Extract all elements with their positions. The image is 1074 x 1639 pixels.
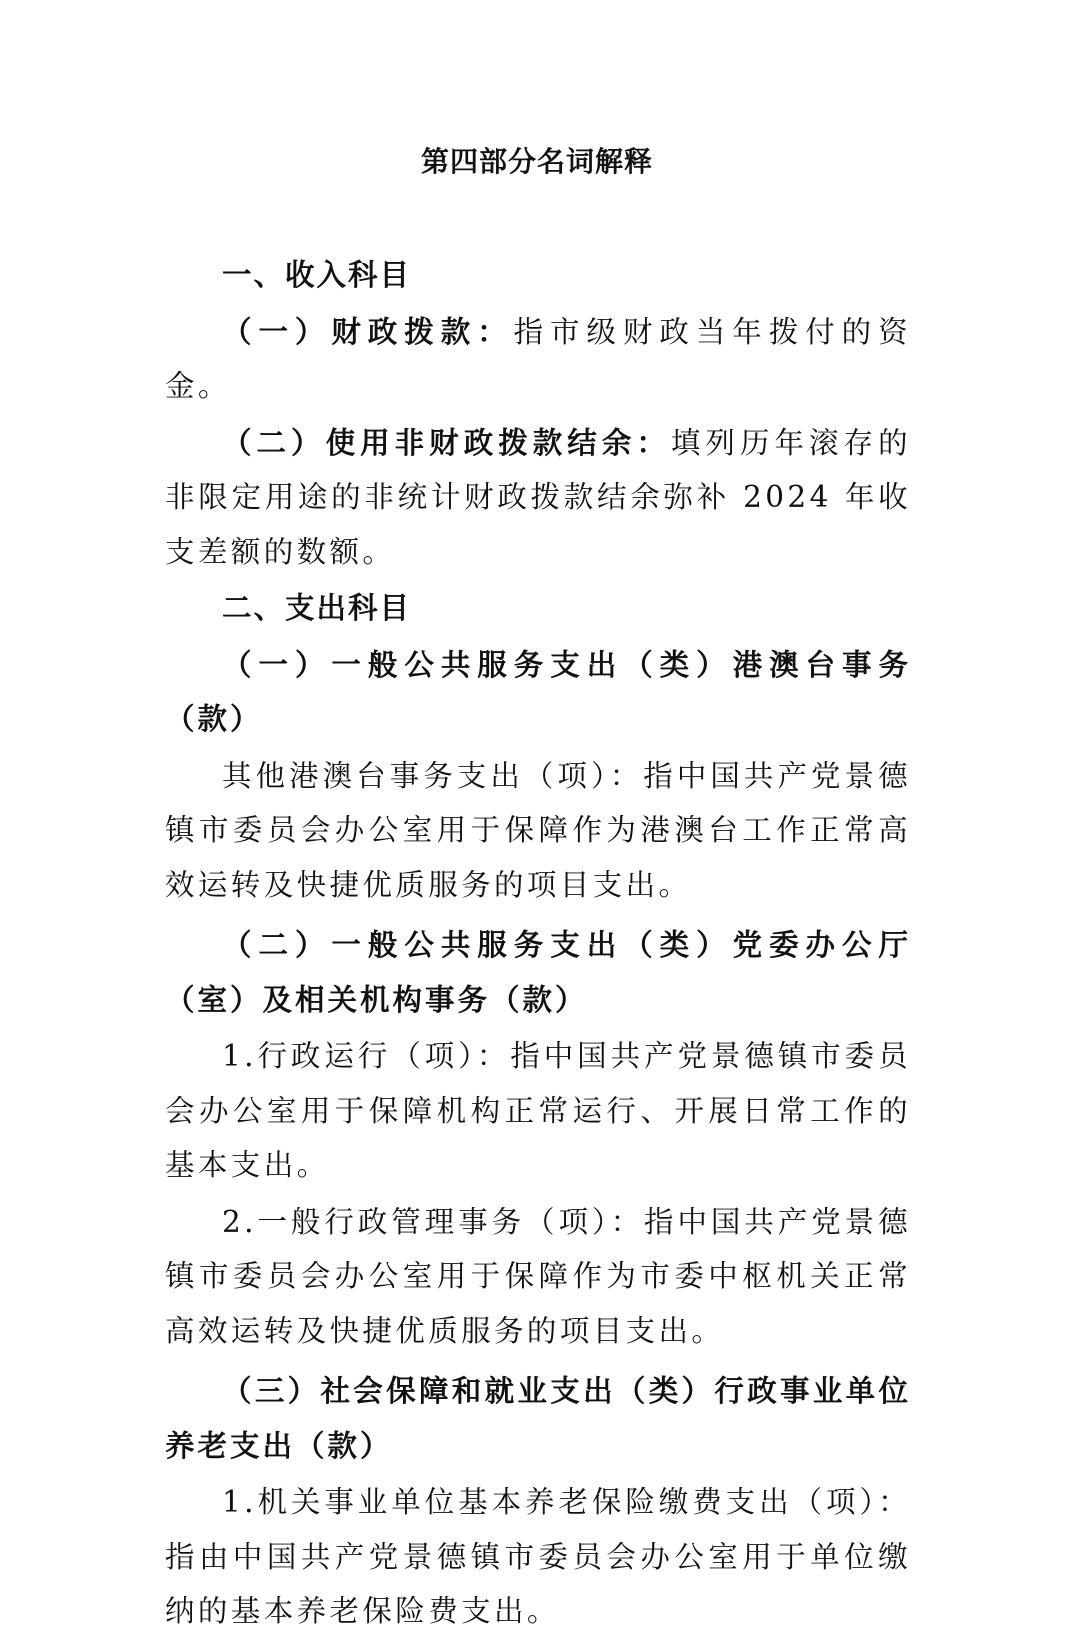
expense-subheading-1: （一）一般公共服务支出（类）港澳台事务（款） [165,647,911,736]
income-item-2-text: 填列历年滚存的非限定用途的非统计财政拨款结余弥补 2024 年收支差额的数额。 [165,425,911,569]
expense-subheading-3: （三）社会保障和就业支出（类）行政事业单位养老支出（款） [165,1374,911,1463]
expense-heading: 二、支出科目 [222,591,412,625]
expense-3-item-1: 1.机关事业单位基本养老保险缴费支出（项）：指由中国共产党景德镇市委员会办公室用于单位缴纳的基本养老保险费支出。 [165,1485,911,1628]
expense-subheading-2: （二）一般公共服务支出（类）党委办公厅（室）及相关机构事务（款） [165,928,911,1017]
income-item-2-label: （二）使用非财政拨款结余： [222,425,671,460]
income-item-1 [165,305,911,414]
expense-1-item: 其他港澳台事务支出（项）：指中国共产党景德镇市委员会办公室用于保障作为港澳台工作正常高效运转及快捷优质服务的项目支出。 [165,758,911,902]
expense-2-item-2: 2.一般行政管理事务（项）：指中国共产党景德镇市委员会办公室用于保障作为市委中枢机关正常高效运转及快捷优质服务的项目支出。 [165,1204,911,1348]
page-title: 第四部分名词解释 [420,145,653,178]
income-item-1-label: （一）财政拨款： [222,314,514,349]
income-heading: 一、收入科目 [222,258,412,292]
expense-2-item-1: 1.行政运行（项）：指中国共产党景德镇市委员会办公室用于保障机构正常运行、开展日常工作的基本支出。 [165,1039,911,1182]
income-item-2 [165,416,911,580]
income-item-1-text: 指市级财政当年拨付的资金。 [165,314,912,403]
document-body [165,248,911,1639]
